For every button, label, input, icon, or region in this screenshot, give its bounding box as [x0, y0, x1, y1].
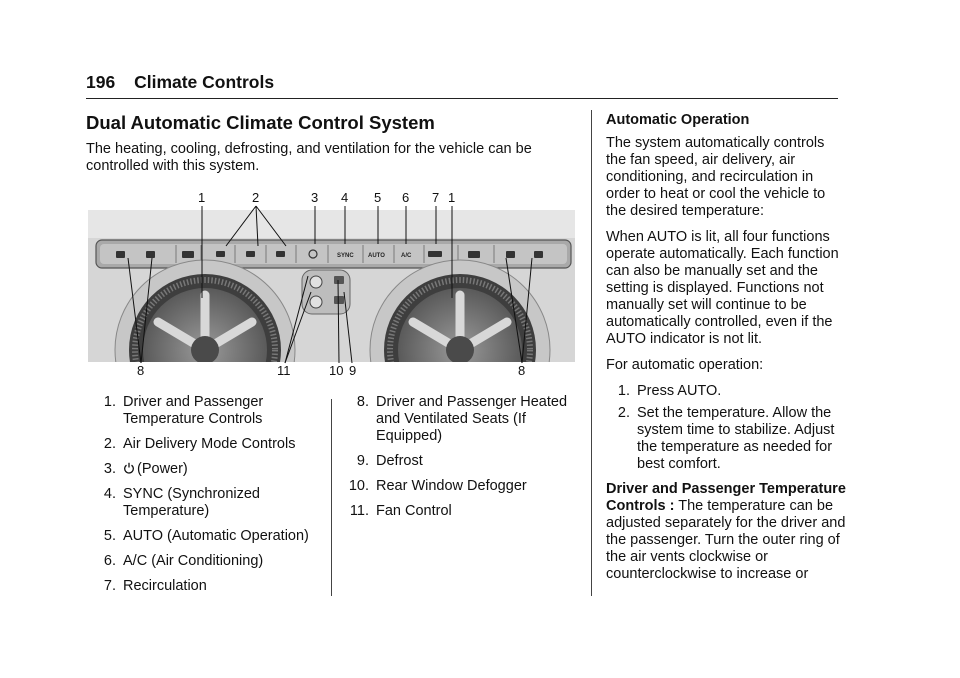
list-item — [92, 553, 322, 570]
item-text: Driver and Passenger Heated and Ventilated Seats (If Equipped) — [376, 394, 568, 444]
item-number: 1. — [103, 394, 116, 410]
item-number: 3. — [103, 461, 116, 477]
figure-callouts — [86, 188, 578, 383]
page-header — [86, 72, 274, 93]
power-icon — [123, 462, 135, 474]
callout-4: 4 — [341, 190, 349, 205]
item-number: 8. — [356, 394, 369, 410]
callout-1-right: 1 — [448, 190, 456, 205]
item-text: Fan Control — [376, 503, 452, 519]
list-item — [345, 453, 585, 470]
item-text: A/C (Air Conditioning) — [123, 553, 264, 569]
item-text: Driver and Passenger Temperature Controls — [123, 394, 264, 427]
step-number: 1. — [617, 383, 630, 399]
item-number: 4. — [103, 486, 116, 502]
legend-list-left — [92, 394, 322, 603]
column-divider — [591, 110, 592, 596]
auto-button-label: AUTO — [368, 253, 385, 259]
callout-leader-lines — [86, 188, 578, 383]
paragraph: When AUTO is lit, all four functions operate automatically. Each function can also be manually set and the setting is displayed. Functions not manually set will continue to be automatically controlled, even if the AUTO indicator is not lit. — [606, 229, 839, 347]
section-title: Dual Automatic Climate Control System — [86, 112, 435, 133]
step-text: Set the temperature. Allow the system time to stabilize. Adjust the temperature as needed for best comfort. — [637, 405, 835, 472]
automatic-operation-heading: Automatic Operation — [606, 112, 750, 128]
intro-paragraph: The heating, cooling, defrosting, and ventilation for the vehicle can be controlled with this system. — [86, 141, 532, 174]
item-number: 7. — [103, 578, 116, 594]
item-number: 10. — [348, 478, 369, 494]
steps-list — [606, 383, 846, 473]
item-text: Defrost — [376, 453, 423, 469]
callout-8-right: 8 — [518, 363, 526, 378]
header-rule — [86, 98, 838, 99]
temperature-controls-paragraph — [606, 481, 846, 583]
item-number: 11. — [349, 503, 369, 519]
list-item — [92, 436, 322, 453]
item-number: 5. — [103, 528, 116, 544]
paragraph: The system automatically controls the fan speed, air delivery, air conditioning, and recirculation in order to heat or cool the vehicle to the desired temperature: — [606, 135, 826, 219]
step-number: 2. — [617, 405, 630, 421]
sync-button-label: SYNC — [337, 253, 354, 259]
callout-1: 1 — [198, 190, 206, 205]
legend-list-right — [345, 394, 585, 528]
callout-10: 10 — [329, 363, 344, 378]
item-number: 6. — [103, 553, 116, 569]
callout-11: 11 — [277, 363, 291, 378]
list-item — [345, 478, 585, 495]
list-item — [606, 405, 846, 473]
list-item — [92, 486, 322, 520]
callout-3: 3 — [311, 190, 319, 205]
right-column — [606, 112, 846, 592]
item-text: SYNC (Synchronized Temperature) — [123, 486, 260, 519]
legend-divider — [331, 399, 332, 596]
item-number: 2. — [103, 436, 116, 452]
callout-6: 6 — [402, 190, 410, 205]
item-text: Air Delivery Mode Controls — [123, 436, 296, 452]
item-text: (Power) — [137, 461, 188, 477]
paragraph: For automatic operation: — [606, 357, 764, 373]
list-item — [92, 578, 322, 595]
item-text: Rear Window Defogger — [376, 478, 527, 494]
section-name: Climate Controls — [134, 72, 275, 92]
temperature-controls-text: The temperature can be adjusted separately for the driver and the passenger. Turn the outer ring of the air vents clockwise or counterclockwise to increase or — [606, 498, 846, 582]
callout-7: 7 — [432, 190, 440, 205]
callout-8-left: 8 — [137, 363, 145, 378]
callout-2: 2 — [252, 190, 260, 205]
item-number: 9. — [356, 453, 369, 469]
page-number: 196 — [86, 72, 116, 92]
item-text: AUTO (Automatic Operation) — [123, 528, 309, 544]
ac-button-label: A/C — [401, 253, 412, 259]
temperature-controls-heading: Driver and Passenger Temperature Controls : — [606, 481, 846, 514]
list-item — [92, 528, 322, 545]
callout-5: 5 — [374, 190, 382, 205]
list-item — [345, 503, 585, 520]
list-item — [92, 461, 322, 478]
step-text: Press AUTO. — [637, 383, 722, 399]
list-item — [606, 383, 846, 400]
callout-9: 9 — [349, 363, 357, 378]
list-item — [92, 394, 322, 428]
list-item — [345, 394, 585, 445]
item-text: Recirculation — [123, 578, 207, 594]
